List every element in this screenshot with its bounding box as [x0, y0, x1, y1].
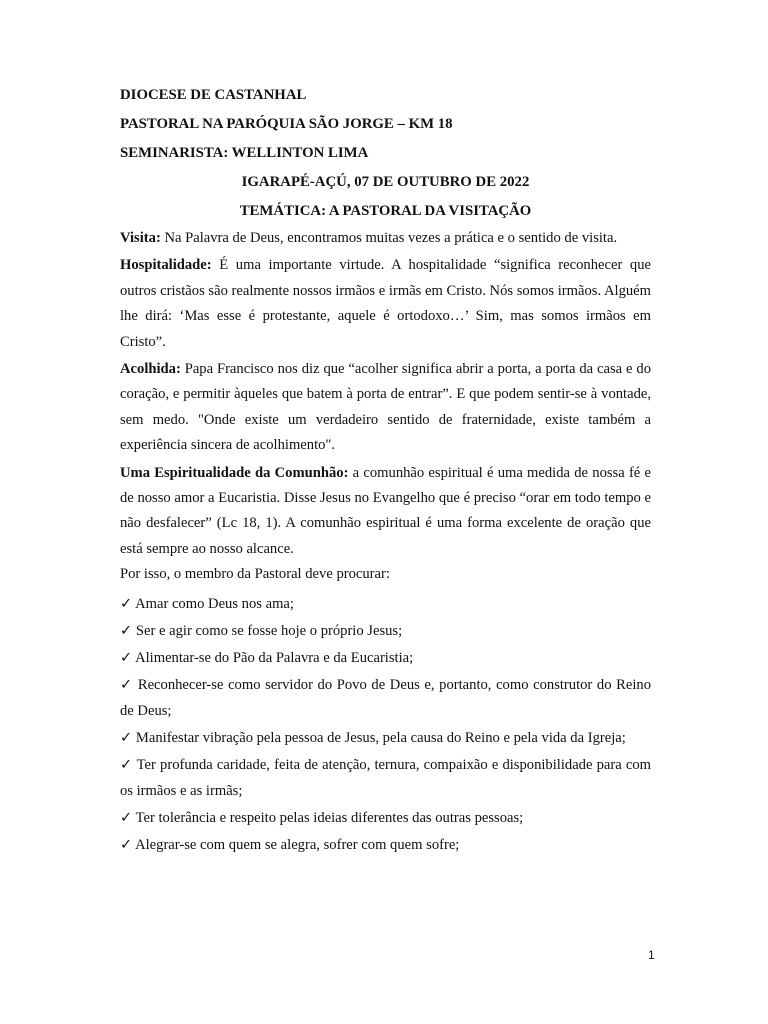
section-comunhao	[120, 461, 651, 563]
section-text: a comunhão espiritual é uma medida de nossa fé e de nosso amor a Eucaristia. Disse Jesus no Evangelho que é preciso “orar em todo tempo e não desfalecer” (Lc 18, 1). A comunhão espiritual é uma forma excelente de oração que está sempre ao nosso alcance.	[120, 464, 651, 557]
list-item	[120, 805, 651, 831]
date-heading: IGARAPÉ-AÇÚ, 07 DE OUTUBRO DE 2022	[241, 174, 530, 190]
section-text: Na Palavra de Deus, encontramos muitas vezes a prática e o sentido de visita.	[160, 230, 618, 246]
list-item-text: Manifestar vibração pela pessoa de Jesus, pela causa do Reino e pela vida da Igreja;	[135, 729, 626, 746]
list-item-text: Ter profunda caridade, feita de atenção, ternura, compaixão e disponibilidade para com os irmãos e as irmãs;	[120, 756, 652, 799]
checkmark-icon: ✓	[120, 809, 133, 826]
checkmark-icon: ✓	[120, 622, 133, 639]
list-item-text: Alegrar-se com quem se alegra, sofrer com quem sofre;	[135, 836, 460, 853]
list-item	[120, 752, 651, 804]
theme-heading: TEMÁTICA: A PASTORAL DA VISITAÇÃO	[239, 203, 532, 219]
list-item-text: Reconhecer-se como servidor do Povo de Deus e, portanto, como construtor do Reino de Deus;	[120, 676, 651, 719]
list-intro: Por isso, o membro da Pastoral deve procurar:	[120, 566, 390, 583]
list-item	[120, 832, 651, 858]
list-item-text: Amar como Deus nos ama;	[135, 595, 294, 612]
section-acolhida	[120, 357, 651, 459]
list-item	[120, 672, 651, 724]
document-page	[120, 86, 651, 859]
checkmark-icon: ✓	[120, 649, 133, 666]
seminarist-heading: SEMINARISTA: WELLINTON LIMA	[120, 145, 369, 161]
section-label: Hospitalidade:	[120, 257, 212, 274]
list-item	[120, 645, 651, 671]
checkmark-icon: ✓	[120, 836, 133, 853]
checkmark-icon: ✓	[120, 595, 133, 612]
diocese-heading: DIOCESE DE CASTANHAL	[120, 87, 307, 103]
list-item-text: Alimentar-se do Pão da Palavra e da Eucaristia;	[135, 649, 414, 666]
section-text: É uma importante virtude. A hospitalidade “significa reconhecer que outros cristãos são realmente nossos irmãos e irmãs em Cristo. Nós somos irmãos. Alguém lhe dirá: ‘Mas esse é protestante, aquele é ortodoxo…’ Sim, mas somos irmãos em Cristo”.	[120, 257, 651, 350]
pastoral-heading: PASTORAL NA PARÓQUIA SÃO JORGE – KM 18	[120, 116, 453, 132]
section-text: Papa Francisco nos diz que “acolher significa abrir a porta, a porta da casa e do coração, e permitir àqueles que batem à porta de entrar”. E que podem sentir-se à vontade, sem medo. "Onde existe um verdadeiro sentido de fraternidade, existe também a experiência sincera de acolhimento".	[120, 361, 651, 454]
section-visita	[120, 226, 651, 251]
checkmark-icon: ✓	[120, 676, 134, 693]
list-item-text: Ser e agir como se fosse hoje o próprio Jesus;	[135, 622, 403, 639]
page-number: 1	[648, 948, 655, 962]
section-hospitalidade	[120, 253, 651, 355]
checklist	[120, 591, 651, 858]
list-item	[120, 591, 651, 617]
section-label: Uma Espiritualidade da Comunhão:	[120, 464, 349, 481]
list-item-text: Ter tolerância e respeito pelas ideias diferentes das outras pessoas;	[135, 809, 524, 826]
checkmark-icon: ✓	[120, 756, 133, 773]
section-label: Acolhida:	[120, 361, 181, 378]
section-label: Visita:	[120, 230, 161, 246]
list-item	[120, 725, 651, 751]
list-item	[120, 618, 651, 644]
checkmark-icon: ✓	[120, 729, 133, 746]
